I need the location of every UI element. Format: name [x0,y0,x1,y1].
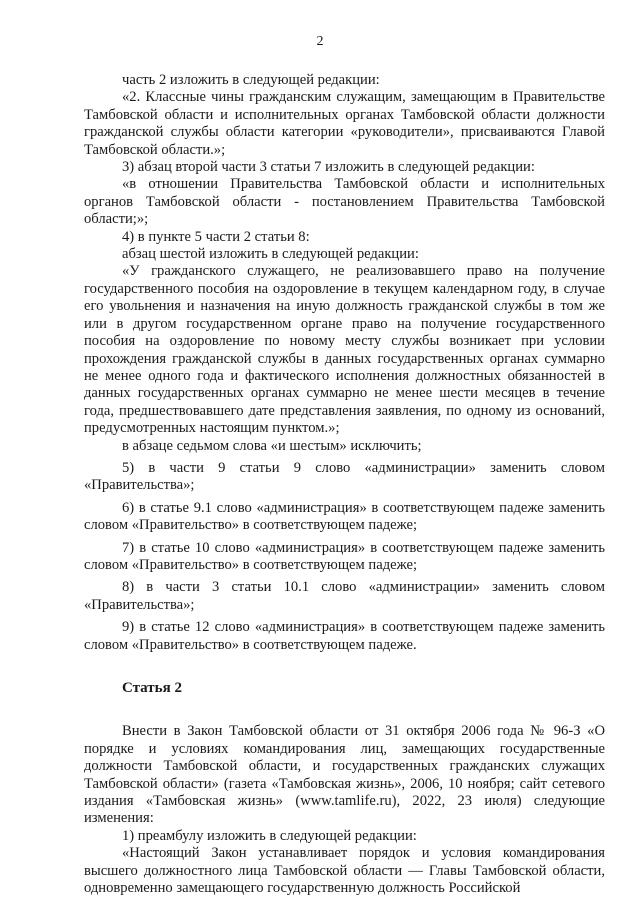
page-number: 2 [316,34,324,49]
paragraph: «У гражданского служащего, не реализовавшего право на получение государственного пособия на оздоровление в текущем календарном году, в случае его увольнения и назначения на иную должность гражданской службы в том же или в другом государственном органе право на получение государственного пособия на оздоровление по новому месту службы возникает при условии прохождения гражданской службы в данных государственных органах суммарно не менее одного года и фактического исполнения должностных обязанностей в данных государственных органах суммарно не менее шести месяцев в течение года, предшествовавшего дате представления заявления, по одному из оснований, предусмотренных настоящим пунктом.»; [84,263,605,437]
article-heading: Статья 2 [122,680,182,696]
paragraph: 6) в статье 9.1 слово «администрация» в соответствующем падеже заменить словом «Правительство» в соответствующем падеже; [84,499,605,534]
paragraph: 4) в пункте 5 части 2 статьи 8: [122,228,310,245]
paragraph: 9) в статье 12 слово «администрация» в соответствующем падеже заменить словом «Правительство» в соответствующем падеже. [84,619,605,653]
paragraph: 5) в части 9 статьи 9 слово «администрации» заменить словом «Правительства»; [84,459,605,494]
paragraph: «Настоящий Закон устанавливает порядок и условия командирования высшего должностного лица Тамбовской области — Главы Тамбовской области, одновременно замещающего государственную должность Российской [84,845,605,897]
paragraph: «2. Классные чины гражданским служащим, замещающим в Правительстве Тамбовской области и исполнительных органах Тамбовской области должности гражданской службы области категории «руководители», присваиваются Главой Тамбовской области.»; [84,89,605,158]
paragraph: 1) преамбулу изложить в следующей редакции: [122,827,417,844]
paragraph: 7) в статье 10 слово «администрация» в соответствующем падеже заменить словом «Правительство» в соответствующем падеже; [84,539,605,573]
paragraph: в абзаце седьмом слова «и шестым» исключить; [122,437,422,454]
paragraph: 8) в части 3 статьи 10.1 слово «администрации» заменить словом «Правительства»; [84,579,605,613]
paragraph: абзац шестой изложить в следующей редакции: [122,246,419,263]
paragraph: часть 2 изложить в следующей редакции: [122,72,380,88]
paragraph: 3) абзац второй части 3 статьи 7 изложить в следующей редакции: [122,159,535,176]
article-2-body [84,723,605,897]
document-body [84,72,605,897]
paragraph: Внести в Закон Тамбовской области от 31 октября 2006 года № 96-З «О порядке и условиях командирования лиц, замещающих государственные должности Тамбовской области, и государственных гражданских служащих Тамбовской области» (газета «Тамбовская жизнь», 2006, 10 ноября; сайт сетевого издания «Тамбовская жизнь» (www.tamlife.ru), 2022, 23 июля) следующие изменения: [84,723,605,827]
article-1-continuation [84,72,605,654]
paragraph: «в отношении Правительства Тамбовской области и исполнительных органов Тамбовской области - постановлением Правительства Тамбовской области;»; [84,176,605,228]
